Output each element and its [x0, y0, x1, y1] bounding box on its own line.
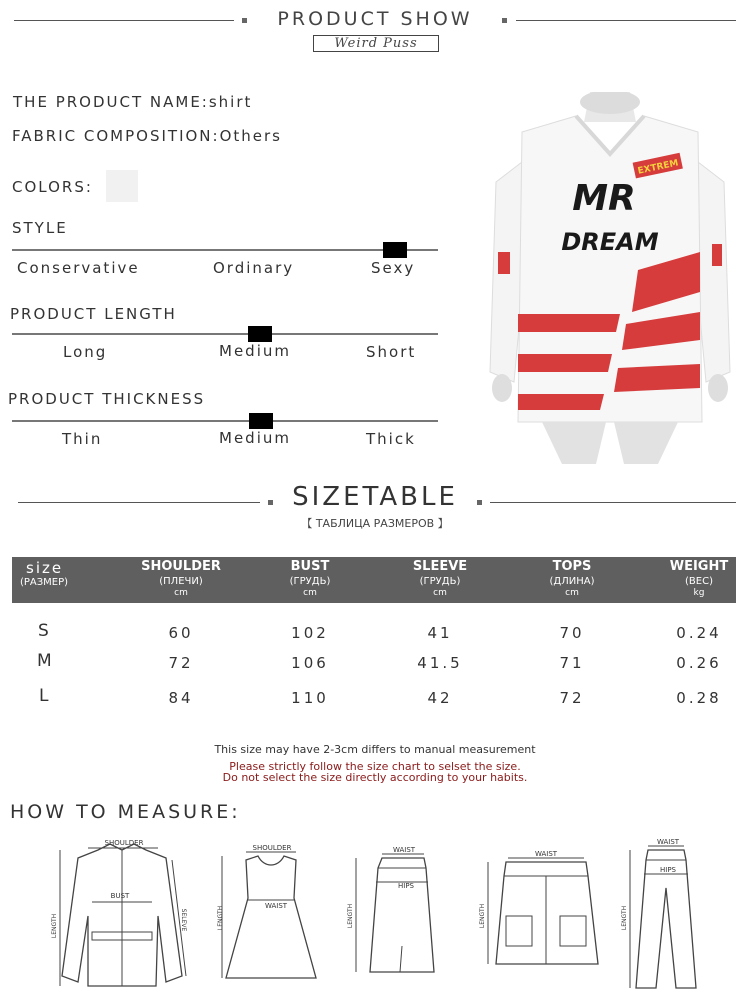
dress-waist-label: WAIST	[264, 902, 288, 910]
col-sleeve	[385, 557, 495, 599]
style-option-conservative: Conservative	[17, 259, 140, 277]
col-size	[12, 557, 82, 589]
col-weight	[644, 557, 750, 599]
col-sleeve-sub: (ГРУДЬ)	[419, 576, 461, 587]
col-size-sub: (РАЗМЕР)	[20, 577, 69, 588]
col-weight-name: WEIGHT	[669, 559, 729, 574]
skirt-hips-label: HIPS	[398, 882, 414, 890]
header-bullet-right	[502, 18, 507, 23]
row-s-shoulder: 60	[168, 624, 194, 642]
length-marker[interactable]	[248, 326, 272, 342]
row-s-sleeve: 41	[427, 624, 453, 642]
col-bust-unit: cm	[303, 588, 317, 598]
sizetable-bullet-right	[477, 500, 482, 505]
pants-diagram	[620, 838, 710, 994]
length-title: PRODUCT LENGTH	[10, 305, 177, 323]
color-swatch[interactable]	[106, 170, 138, 202]
pants-length-label: LENGTH	[621, 905, 628, 931]
row-l-weight: 0.28	[676, 689, 722, 707]
pants-waist-label: WAIST	[656, 838, 680, 846]
style-option-sexy: Sexy	[371, 259, 416, 277]
shirt-print-bottom: DREAM	[561, 228, 659, 256]
jacket-diagram	[48, 836, 198, 994]
col-tops-name: TOPS	[552, 559, 592, 574]
thickness-option-medium: Medium	[219, 429, 291, 447]
header-rule-right	[516, 20, 736, 21]
sizetable-subtitle: 【 ТАБЛИЦА РАЗМЕРОВ 】	[301, 517, 449, 530]
thickness-marker[interactable]	[249, 413, 273, 429]
warning-note-2: Do not select the size directly according to your habits.	[222, 771, 528, 784]
row-l-bust: 110	[291, 689, 329, 707]
skirt-diagram	[342, 846, 452, 986]
col-shoulder-name: SHOULDER	[141, 559, 221, 574]
row-m-bust: 106	[291, 654, 329, 672]
jacket-shoulder-label: SHOULDER	[104, 839, 144, 847]
colors-label: COLORS:	[12, 178, 93, 196]
size-table-header	[12, 557, 736, 603]
col-tops-unit: cm	[565, 588, 579, 598]
row-m-size: M	[37, 651, 52, 671]
row-m-weight: 0.26	[676, 654, 722, 672]
measurement-note: This size may have 2-3cm differs to manual measurement	[214, 743, 536, 756]
skirt-waist-label: WAIST	[392, 846, 416, 854]
length-option-medium: Medium	[219, 342, 291, 360]
length-scale-line	[12, 333, 438, 335]
thickness-option-thick: Thick	[366, 430, 416, 448]
col-tops-sub: (ДЛИНА)	[549, 576, 595, 587]
col-bust	[255, 557, 365, 599]
col-shoulder	[126, 557, 236, 599]
warning-note-1: Please strictly follow the size chart to selset the size.	[229, 760, 521, 773]
skirt-length-label: LENGTH	[347, 903, 354, 929]
product-image	[486, 92, 734, 464]
row-m-tops: 71	[559, 654, 585, 672]
pants-hips-label: HIPS	[660, 866, 676, 874]
style-scale-line	[12, 249, 438, 251]
col-size-name: size	[26, 559, 64, 577]
thickness-scale-line	[12, 420, 438, 422]
sizetable-title: SIZETABLE	[292, 482, 458, 512]
row-m-shoulder: 72	[168, 654, 194, 672]
row-s-size: S	[38, 621, 49, 641]
shorts-waist-label: WAIST	[534, 850, 558, 858]
fabric-composition: FABRIC COMPOSITION:Others	[12, 127, 282, 145]
row-s-bust: 102	[291, 624, 329, 642]
length-option-short: Short	[366, 343, 417, 361]
col-sleeve-name: SLEEVE	[412, 559, 468, 574]
col-weight-sub: (ВЕС)	[685, 576, 713, 587]
sizetable-rule-right	[490, 502, 736, 503]
shorts-length-label: LENGTH	[479, 903, 486, 929]
row-s-tops: 70	[559, 624, 585, 642]
thickness-option-thin: Thin	[62, 430, 103, 448]
shirt-print-top: MR	[572, 178, 636, 219]
jacket-sleeve-label: SELEVE	[180, 908, 187, 932]
row-l-tops: 72	[559, 689, 585, 707]
col-bust-name: BUST	[290, 559, 330, 574]
row-s-weight: 0.24	[676, 624, 722, 642]
header-title: PRODUCT SHOW	[277, 8, 473, 30]
col-shoulder-unit: cm	[174, 588, 188, 598]
how-to-measure-title: HOW TO MEASURE:	[10, 801, 241, 823]
col-bust-sub: (ГРУДЬ)	[289, 576, 331, 587]
col-shoulder-sub: (ПЛЕЧИ)	[159, 576, 203, 587]
dress-diagram	[216, 838, 326, 990]
shorts-diagram	[476, 846, 606, 978]
style-title: STYLE	[12, 219, 68, 237]
col-weight-unit: kg	[693, 588, 705, 598]
dress-length-label: LENGTH	[217, 905, 224, 931]
style-marker[interactable]	[383, 242, 407, 258]
row-l-shoulder: 84	[168, 689, 194, 707]
row-l-sleeve: 42	[427, 689, 453, 707]
style-option-ordinary: Ordinary	[213, 259, 295, 277]
product-name: THE PRODUCT NAME:shirt	[13, 93, 253, 111]
col-tops	[517, 557, 627, 599]
row-m-sleeve: 41.5	[417, 654, 463, 672]
jacket-bust-label: BUST	[110, 892, 130, 900]
length-option-long: Long	[63, 343, 108, 361]
brand-label: Weird Puss	[313, 35, 439, 52]
jacket-length-label: LENGTH	[51, 913, 58, 939]
shirt-tag-text: EXTREM	[636, 158, 680, 177]
col-sleeve-unit: cm	[433, 588, 447, 598]
dress-shoulder-label: SHOULDER	[252, 844, 292, 852]
thickness-title: PRODUCT THICKNESS	[8, 390, 206, 408]
row-l-size: L	[39, 686, 49, 706]
